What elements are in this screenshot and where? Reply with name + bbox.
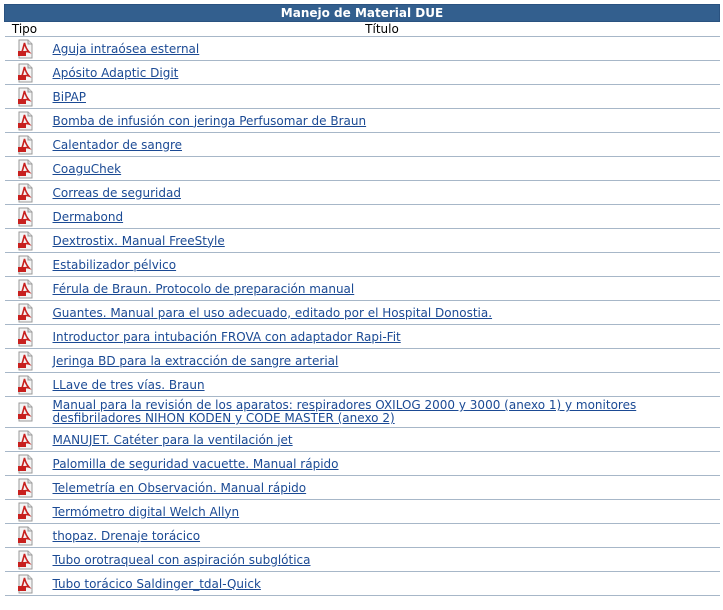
table-row xyxy=(5,229,720,253)
document-link[interactable]: Aguja intraósea esternal xyxy=(52,41,200,56)
title-cell xyxy=(45,301,720,325)
title-cell xyxy=(45,205,720,229)
pdf-icon[interactable] xyxy=(15,87,35,107)
type-cell xyxy=(5,397,45,428)
document-link[interactable]: Estabilizador pélvico xyxy=(52,257,177,272)
pdf-icon[interactable] xyxy=(15,375,35,395)
pdf-icon[interactable] xyxy=(15,454,35,474)
type-cell xyxy=(5,301,45,325)
document-link[interactable]: Correas de seguridad xyxy=(52,185,181,200)
type-cell xyxy=(5,157,45,181)
type-cell xyxy=(5,85,45,109)
title-cell xyxy=(45,397,720,428)
pdf-icon[interactable] xyxy=(15,351,35,371)
table-row xyxy=(5,277,720,301)
table-row xyxy=(5,397,720,428)
document-link[interactable]: Dextrostix. Manual FreeStyle xyxy=(52,233,225,248)
type-cell xyxy=(5,373,45,397)
table-row xyxy=(5,548,720,572)
pdf-icon[interactable] xyxy=(15,502,35,522)
type-cell xyxy=(5,572,45,596)
document-link[interactable]: Tubo orotraqueal con aspiración subglótica xyxy=(52,552,311,567)
type-cell xyxy=(5,476,45,500)
title-cell xyxy=(45,524,720,548)
pdf-icon[interactable] xyxy=(15,279,35,299)
title-cell xyxy=(45,548,720,572)
document-list-container xyxy=(4,4,720,596)
column-header-title: Título xyxy=(45,22,720,37)
table-title-row xyxy=(5,5,720,22)
table-header-row xyxy=(5,22,720,37)
table-row xyxy=(5,61,720,85)
document-link[interactable]: thopaz. Drenaje torácico xyxy=(52,528,201,543)
type-cell xyxy=(5,500,45,524)
type-cell xyxy=(5,548,45,572)
title-cell xyxy=(45,181,720,205)
document-link[interactable]: Calentador de sangre xyxy=(52,137,183,152)
title-cell xyxy=(45,373,720,397)
table-row xyxy=(5,524,720,548)
pdf-icon[interactable] xyxy=(15,478,35,498)
table-row xyxy=(5,572,720,596)
table-row xyxy=(5,157,720,181)
pdf-icon[interactable] xyxy=(15,159,35,179)
pdf-icon[interactable] xyxy=(15,135,35,155)
pdf-icon[interactable] xyxy=(15,430,35,450)
title-cell xyxy=(45,277,720,301)
pdf-icon[interactable] xyxy=(15,111,35,131)
document-link[interactable]: Jeringa BD para la extracción de sangre arterial xyxy=(52,353,339,368)
type-cell xyxy=(5,109,45,133)
document-link[interactable]: Dermabond xyxy=(52,209,124,224)
table-row xyxy=(5,500,720,524)
type-cell xyxy=(5,524,45,548)
table-row xyxy=(5,428,720,452)
title-cell xyxy=(45,157,720,181)
document-link[interactable]: Férula de Braun. Protocolo de preparación manual xyxy=(52,281,355,296)
type-cell xyxy=(5,133,45,157)
table-row xyxy=(5,133,720,157)
document-link[interactable]: Manual para la revisión de los aparatos: respiradores OXILOG 2000 y 3000 (anexo 1) y monitores desfibriladores NIHON KODEN y CODE MASTER (anexo 2) xyxy=(52,398,637,425)
type-cell xyxy=(5,181,45,205)
document-link[interactable]: BiPAP xyxy=(52,89,86,104)
document-link[interactable]: CoaguChek xyxy=(52,161,122,176)
documents-table xyxy=(4,4,720,596)
title-cell xyxy=(45,253,720,277)
table-row xyxy=(5,325,720,349)
table-row xyxy=(5,37,720,61)
table-row xyxy=(5,301,720,325)
table-row xyxy=(5,373,720,397)
title-cell xyxy=(45,500,720,524)
title-cell xyxy=(45,476,720,500)
type-cell xyxy=(5,277,45,301)
column-header-type: Tipo xyxy=(5,22,45,37)
document-link[interactable]: Guantes. Manual para el uso adecuado, editado por el Hospital Donostia. xyxy=(52,305,493,320)
pdf-icon[interactable] xyxy=(15,63,35,83)
document-link[interactable]: Bomba de infusión con jeringa Perfusomar de Braun xyxy=(52,113,367,128)
title-cell xyxy=(45,452,720,476)
pdf-icon[interactable] xyxy=(15,550,35,570)
title-cell xyxy=(45,325,720,349)
type-cell xyxy=(5,428,45,452)
title-cell xyxy=(45,572,720,596)
pdf-icon[interactable] xyxy=(15,574,35,594)
pdf-icon[interactable] xyxy=(15,39,35,59)
title-cell xyxy=(45,37,720,61)
document-link[interactable]: Palomilla de seguridad vacuette. Manual rápido xyxy=(52,456,339,471)
table-row xyxy=(5,349,720,373)
type-cell xyxy=(5,349,45,373)
table-row xyxy=(5,452,720,476)
table-row xyxy=(5,85,720,109)
title-cell xyxy=(45,61,720,85)
pdf-icon[interactable] xyxy=(15,327,35,347)
title-cell xyxy=(45,349,720,373)
pdf-icon[interactable] xyxy=(15,526,35,546)
document-link[interactable]: LLave de tres vías. Braun xyxy=(52,377,205,392)
pdf-icon[interactable] xyxy=(15,303,35,323)
title-cell xyxy=(45,229,720,253)
table-row xyxy=(5,205,720,229)
document-link[interactable]: Introductor para intubación FROVA con adaptador Rapi-Fit xyxy=(52,329,401,344)
title-cell xyxy=(45,133,720,157)
pdf-icon[interactable] xyxy=(15,231,35,251)
document-link[interactable]: Termómetro digital Welch Allyn xyxy=(52,504,240,519)
table-row xyxy=(5,253,720,277)
type-cell xyxy=(5,229,45,253)
type-cell xyxy=(5,205,45,229)
table-row xyxy=(5,181,720,205)
type-cell xyxy=(5,325,45,349)
type-cell xyxy=(5,61,45,85)
pdf-icon[interactable] xyxy=(15,255,35,275)
type-cell xyxy=(5,37,45,61)
document-link[interactable]: Tubo torácico Saldinger_tdal-Quick xyxy=(52,576,261,591)
type-cell xyxy=(5,253,45,277)
document-link[interactable]: Apósito Adaptic Digit xyxy=(52,65,179,80)
pdf-icon[interactable] xyxy=(15,183,35,203)
pdf-icon[interactable] xyxy=(15,402,35,422)
table-row xyxy=(5,476,720,500)
title-cell xyxy=(45,85,720,109)
title-cell xyxy=(45,109,720,133)
pdf-icon[interactable] xyxy=(15,207,35,227)
document-link[interactable]: MANUJET. Catéter para la ventilación jet xyxy=(52,432,293,447)
document-link[interactable]: Telemetría en Observación. Manual rápido xyxy=(52,480,307,495)
table-title: Manejo de Material DUE xyxy=(5,5,720,22)
title-cell xyxy=(45,428,720,452)
table-row xyxy=(5,109,720,133)
type-cell xyxy=(5,452,45,476)
